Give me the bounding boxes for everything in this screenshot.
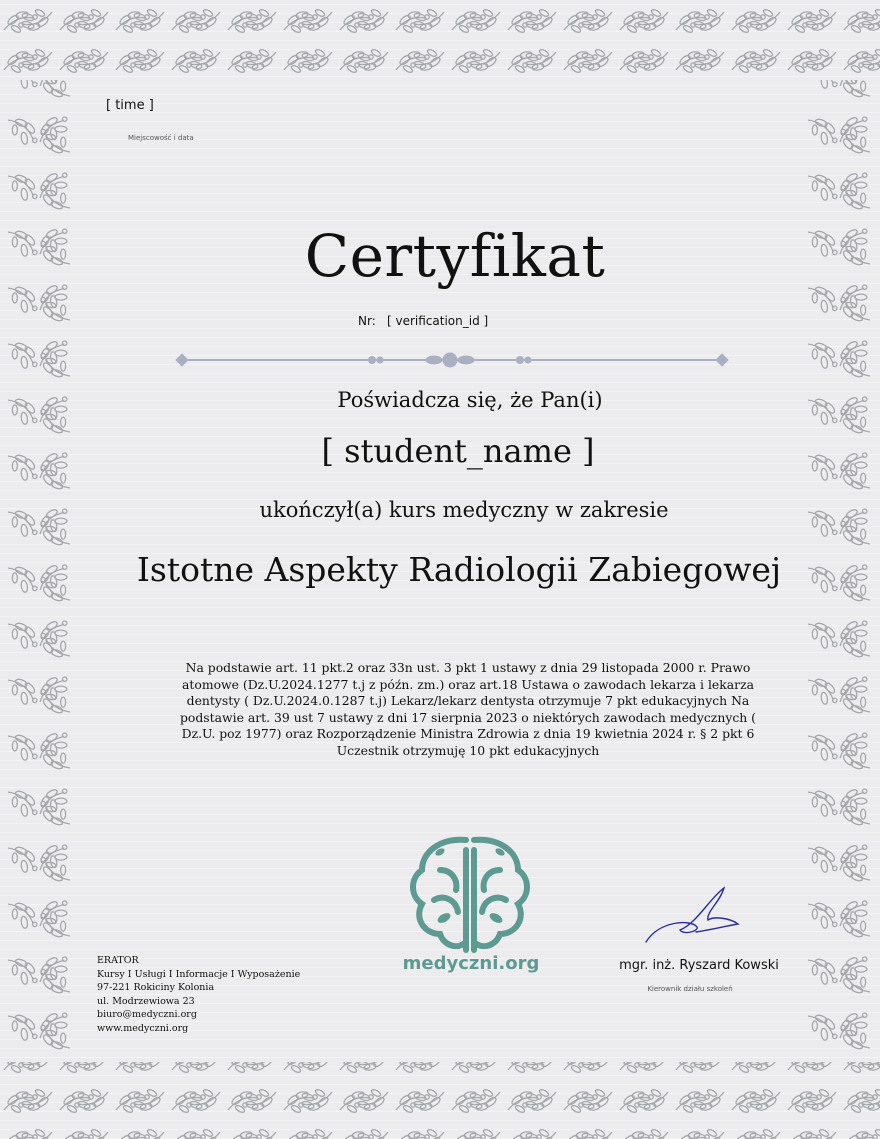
legal-line: dentysty ( Dz.U.2024.0.1287 t.j) Lekarz/lekarz dentysta otrzymuje 7 pkt edukacyjnych Na (186, 693, 750, 708)
completed-text: ukończył(a) kurs medyczny w zakresie (259, 498, 669, 522)
company-website: www.medyczni.org (97, 1022, 189, 1034)
legal-basis-text (158, 660, 778, 759)
verification-id: [ verification_id ] (387, 314, 489, 328)
course-name: Istotne Aspekty Radiologii Zabiegowej (136, 550, 782, 589)
company-line: Kursy I Usługi I Informacje I Wyposażenie (97, 968, 301, 980)
company-email: biuro@medyczni.org (97, 1009, 197, 1021)
legal-line: Dz.U. poz 1977) oraz Rozporządzenie Ministra Zdrowia z dnia 19 kwietnia 2024 r. § 2 pkt 6 (181, 726, 755, 741)
handwritten-signature (640, 880, 750, 950)
company-line: ul. Modrzewiowa 23 (97, 995, 195, 1007)
legal-line: podstawie art. 39 ust 7 ustawy z dni 17 sierpnia 2023 o niektórych zawodach medycznych ( (179, 709, 757, 725)
legal-line: Na podstawie art. 11 pkt.2 oraz 33n ust. 3 pkt 1 ustawy z dnia 29 listopada 2000 r. Prawo (185, 660, 751, 675)
logo-text: medyczni.org (402, 953, 540, 974)
legal-line: Uczestnik otrzymuję 10 pkt edukacyjnych (336, 742, 600, 758)
signer-role: Kierownik działu szkoleń (647, 985, 733, 993)
legal-line: atomowe (Dz.U.2024.1277 t.j z późn. zm.) oraz art.18 Ustawa o zawodach lekarza i lekarza (182, 676, 754, 692)
time-field: [ time ] (106, 98, 154, 113)
ornamental-divider (172, 344, 732, 376)
student-name: [ student_name ] (321, 432, 595, 470)
certificate-title: Certyfikat (304, 222, 606, 290)
number-label: Nr: (358, 314, 376, 328)
certify-text: Poświadcza się, że Pan(i) (337, 388, 603, 412)
company-line: 97-221 Rokiciny Kolonia (97, 982, 215, 994)
company-name: ERATOR (97, 955, 139, 966)
signer-name: mgr. inż. Ryszard Kowski (619, 958, 779, 973)
place-date-label: Miejscowość i data (128, 134, 194, 142)
